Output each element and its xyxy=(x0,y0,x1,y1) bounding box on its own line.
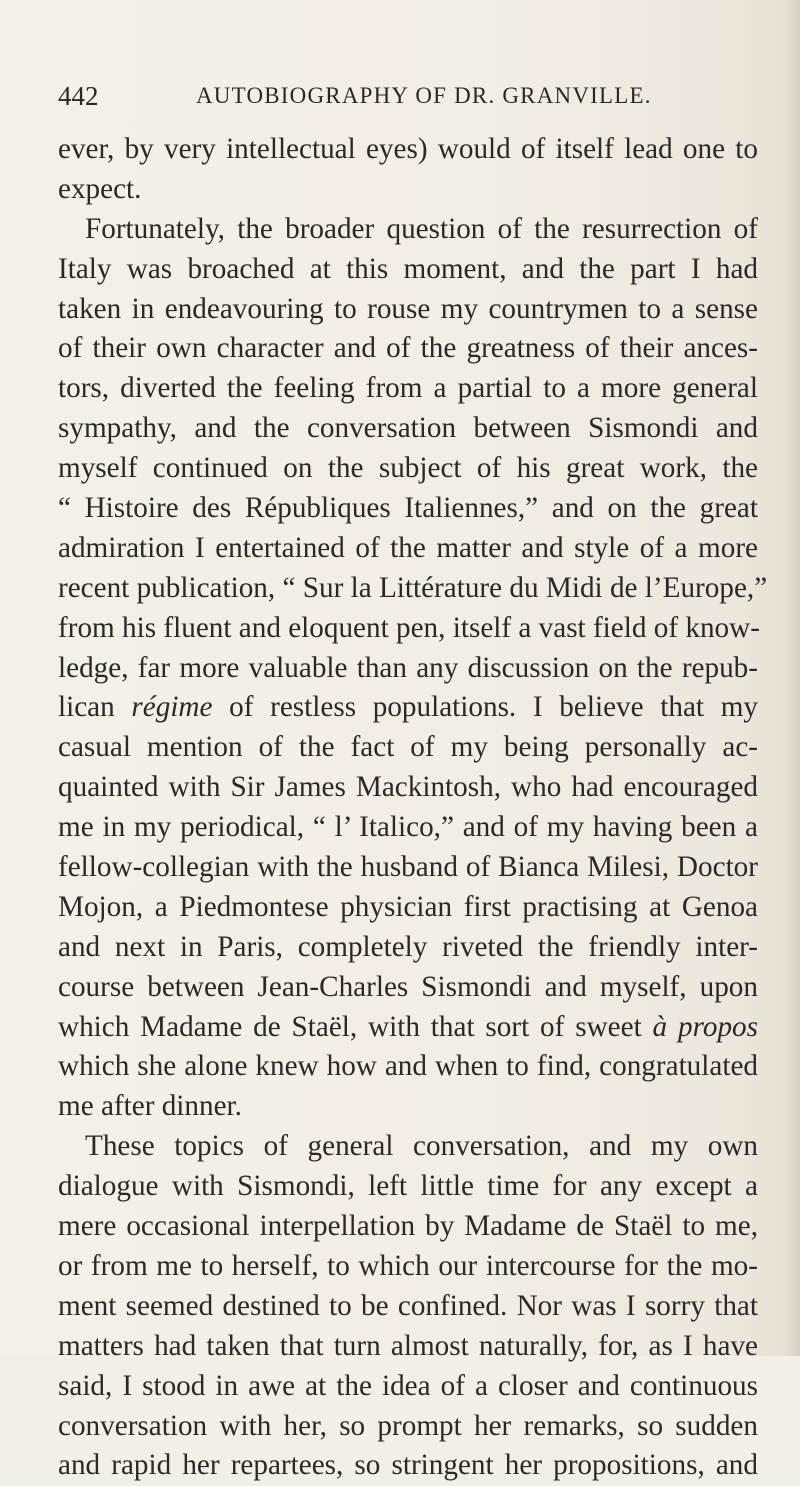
text-line: me after dinner. xyxy=(58,1090,242,1123)
page-edge-shadow xyxy=(786,0,800,1356)
text-line: matters had taken that turn almost naturally, for, as I have xyxy=(58,1329,758,1362)
text-line: ment seemed destined to be confined. Nor was I sorry that xyxy=(58,1289,758,1322)
text-line: ever, by very intellectual eyes) would of itself lead one to xyxy=(58,133,758,165)
text-line: said, I stood in awe at the idea of a closer and continuous xyxy=(58,1369,758,1402)
text-line: conversation with her, so prompt her remarks, so sudden xyxy=(58,1409,758,1442)
text-segment: of restless populations. I believe that my xyxy=(212,691,758,724)
text-line: casual mention of the fact of my being personally ac- xyxy=(58,731,758,764)
text-segment: which Madame de Staël, with that sort of sweet xyxy=(58,1010,653,1043)
text-line: Italy was broached at this moment, and the part I had xyxy=(58,252,758,285)
italic-term: à propos xyxy=(652,1010,759,1043)
text-line: recent publication, “ Sur la Littérature du Midi de l’Europe,” xyxy=(58,571,768,604)
text-line: “ Histoire des Républiques Italiennes,” and on the great xyxy=(58,492,758,525)
text-line xyxy=(58,1008,758,1048)
text-line: myself continued on the subject of his great work, the xyxy=(58,452,758,485)
text-line: dialogue with Sismondi, left little time for any except a xyxy=(58,1170,758,1203)
text-line: mere occasional interpellation by Madame de Staël to me, xyxy=(58,1210,758,1243)
running-title: AUTOBIOGRAPHY OF DR. GRANVILLE. xyxy=(196,83,652,108)
text-line: course between Jean-Charles Sismondi and myself, upon xyxy=(58,970,758,1003)
paragraph-first-line: These topics of general conversation, and my own xyxy=(85,1130,758,1163)
text-line xyxy=(58,688,758,728)
text-line: quainted with Sir James Mackintosh, who had encouraged xyxy=(58,771,758,804)
italic-term: régime xyxy=(131,691,213,724)
text-line: of their own character and of the greatness of their ances- xyxy=(58,332,758,365)
text-line: fellow-collegian with the husband of Bianca Milesi, Doctor xyxy=(58,851,758,884)
paragraph-first-line: Fortunately, the broader question of the resurrection of xyxy=(85,212,758,245)
body-text xyxy=(58,130,768,1486)
text-line: taken in endeavouring to rouse my countrymen to a sense xyxy=(58,292,758,325)
text-line: which she alone knew how and when to find, congratulated xyxy=(58,1050,758,1083)
text-line: and rapid her repartees, so stringent her propositions, and xyxy=(58,1449,758,1482)
text-line: admiration I entertained of the matter and style of a more xyxy=(58,531,758,564)
page-number: 442 xyxy=(58,81,99,111)
text-line: Mojon, a Piedmontese physician first practising at Genoa xyxy=(58,890,758,923)
text-line: and next in Paris, completely riveted the friendly inter- xyxy=(58,930,758,963)
running-head xyxy=(58,78,758,118)
text-line: me in my periodical, “ l’ Italico,” and of my having been a xyxy=(58,811,758,844)
text-line: tors, diverted the feeling from a partial to a more general xyxy=(58,372,758,405)
text-line: sympathy, and the conversation between Sismondi and xyxy=(58,412,758,445)
text-line: from his fluent and eloquent pen, itself a vast field of know- xyxy=(58,611,760,644)
text-line: ledge, far more valuable than any discussion on the repub- xyxy=(58,651,758,684)
text-line: or from me to herself, to which our intercourse for the mo- xyxy=(58,1249,758,1282)
text-line: expect. xyxy=(58,172,142,205)
text-segment: lican xyxy=(58,691,132,724)
